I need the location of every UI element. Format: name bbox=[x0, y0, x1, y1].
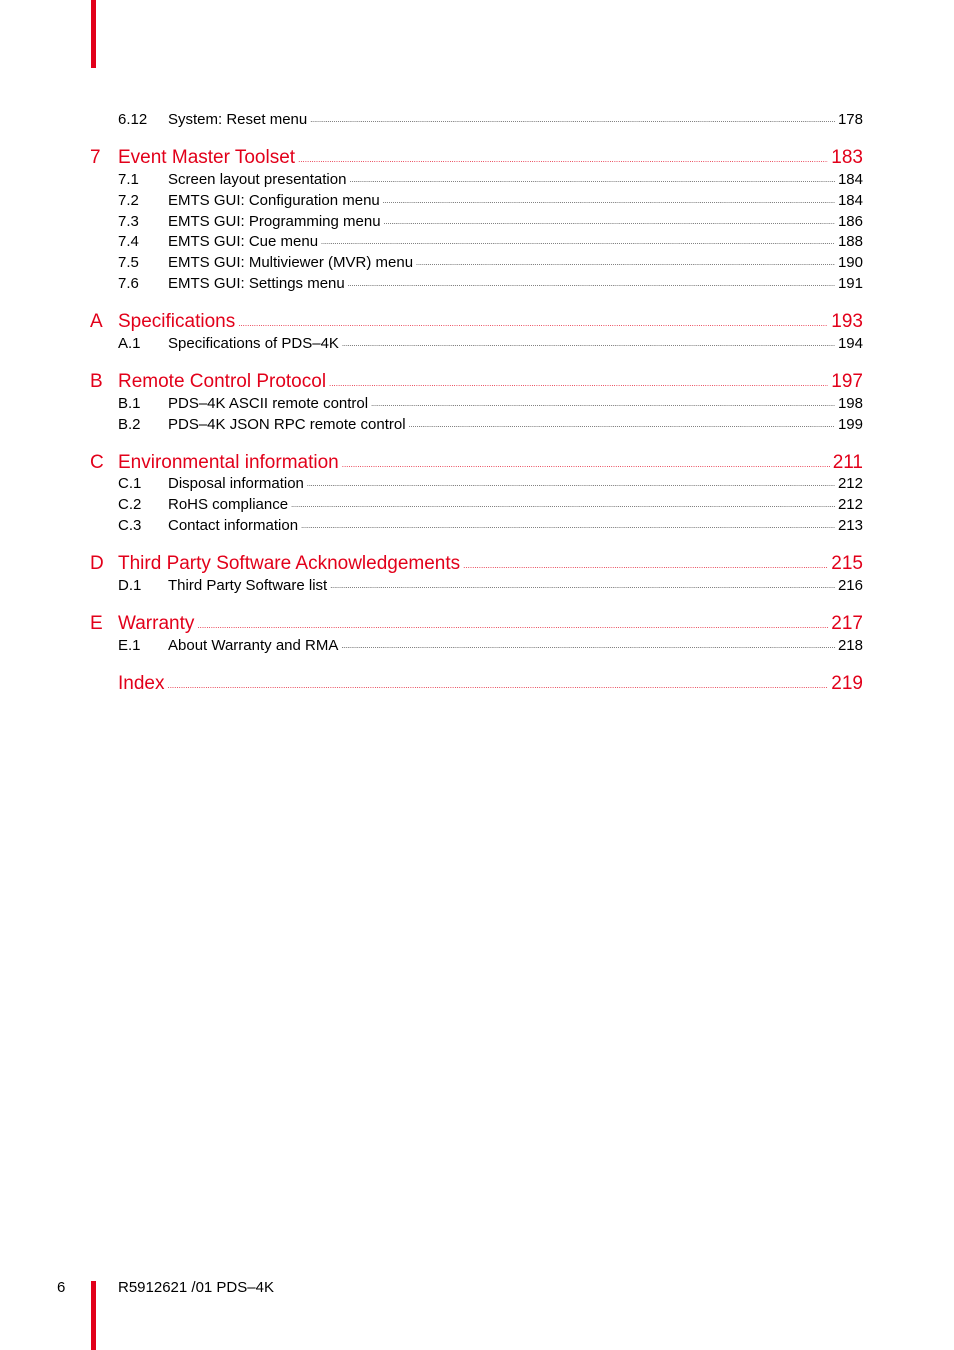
toc-entry-b-1[interactable] bbox=[0, 395, 954, 415]
toc-chapter-number: A bbox=[90, 311, 103, 332]
toc-chapter-title: Event Master Toolset bbox=[118, 147, 296, 168]
toc-entry-title: EMTS GUI: Configuration menu bbox=[168, 192, 380, 209]
dot-leader bbox=[341, 643, 835, 650]
toc-chapter-page: 219 bbox=[831, 673, 863, 694]
toc-entry-page: 199 bbox=[837, 416, 863, 433]
toc-chapter-number: B bbox=[90, 371, 103, 392]
toc-entry-number: C.2 bbox=[118, 496, 142, 513]
toc-entry-c-1[interactable] bbox=[0, 475, 954, 495]
toc-entry-page: 188 bbox=[837, 233, 863, 250]
toc-entry-number: E.1 bbox=[118, 637, 141, 654]
dot-leader bbox=[321, 239, 835, 246]
toc-entry-title: PDS–4K ASCII remote control bbox=[168, 395, 369, 412]
toc-entry-title: PDS–4K JSON RPC remote control bbox=[168, 416, 406, 433]
dot-leader bbox=[167, 682, 828, 690]
toc-chapter-page: 197 bbox=[831, 371, 863, 392]
dot-leader bbox=[371, 401, 835, 408]
toc-entry-page: 216 bbox=[837, 577, 863, 594]
toc-entry-6-12[interactable] bbox=[0, 111, 954, 131]
toc-entry-page: 186 bbox=[837, 213, 863, 230]
toc-entry-page: 198 bbox=[837, 395, 863, 412]
toc-entry-title: About Warranty and RMA bbox=[168, 637, 339, 654]
toc-entry-d-1[interactable] bbox=[0, 577, 954, 597]
toc-entry-7-6[interactable] bbox=[0, 275, 954, 295]
dot-leader bbox=[348, 281, 835, 288]
toc-entry-title: Third Party Software list bbox=[168, 577, 328, 594]
toc-entry-number: B.1 bbox=[118, 395, 141, 412]
toc-entry-7-5[interactable] bbox=[0, 254, 954, 274]
toc-entry-page: 213 bbox=[837, 517, 863, 534]
toc-entry-number: 7.2 bbox=[118, 192, 139, 209]
toc-chapter-page: 183 bbox=[831, 147, 863, 168]
toc-entry-c-2[interactable] bbox=[0, 496, 954, 516]
toc-chapter-7[interactable] bbox=[0, 147, 954, 171]
toc-entry-number: 6.12 bbox=[118, 111, 148, 128]
dot-leader bbox=[329, 380, 828, 388]
toc-chapter-title: Third Party Software Acknowledgements bbox=[118, 553, 461, 574]
toc-entry-number: 7.4 bbox=[118, 233, 139, 250]
dot-leader bbox=[383, 198, 835, 205]
toc-entry-c-3[interactable] bbox=[0, 517, 954, 537]
toc-entry-page: 194 bbox=[837, 335, 863, 352]
dot-leader bbox=[310, 117, 835, 124]
toc-entry-title: EMTS GUI: Multiviewer (MVR) menu bbox=[168, 254, 414, 271]
dot-leader bbox=[298, 156, 828, 164]
toc-entry-number: C.1 bbox=[118, 475, 142, 492]
toc-entry-page: 184 bbox=[837, 192, 863, 209]
toc-entry-number: C.3 bbox=[118, 517, 142, 534]
toc-chapter-d[interactable] bbox=[0, 553, 954, 577]
toc-entry-title: RoHS compliance bbox=[168, 496, 289, 513]
toc-entry-number: 7.5 bbox=[118, 254, 139, 271]
dot-leader bbox=[409, 422, 835, 429]
toc-entry-7-4[interactable] bbox=[0, 233, 954, 253]
toc-entry-title: EMTS GUI: Cue menu bbox=[168, 233, 319, 250]
dot-leader bbox=[349, 177, 835, 184]
toc-chapter-title: Index bbox=[118, 673, 165, 694]
toc-chapter-page: 211 bbox=[832, 452, 863, 473]
toc-entry-page: 212 bbox=[837, 475, 863, 492]
toc-entry-number: 7.6 bbox=[118, 275, 139, 292]
toc-entry-title: Disposal information bbox=[168, 475, 304, 492]
toc-chapter-c[interactable] bbox=[0, 452, 954, 476]
toc-entry-number: 7.1 bbox=[118, 171, 139, 188]
toc-chapter-page: 217 bbox=[831, 613, 863, 634]
toc-entry-page: 184 bbox=[837, 171, 863, 188]
toc-chapter-number: E bbox=[90, 613, 103, 634]
toc-chapter-page: 193 bbox=[831, 311, 863, 332]
toc-entry-page: 212 bbox=[837, 496, 863, 513]
toc-entry-number: A.1 bbox=[118, 335, 141, 352]
dot-leader bbox=[342, 341, 835, 348]
dot-leader bbox=[330, 583, 835, 590]
toc-chapter-number: C bbox=[90, 452, 104, 473]
toc-chapter-title: Remote Control Protocol bbox=[118, 371, 327, 392]
toc-chapter-title: Warranty bbox=[118, 613, 195, 634]
toc-entry-title: Screen layout presentation bbox=[168, 171, 347, 188]
toc-entry-title: System: Reset menu bbox=[168, 111, 308, 128]
top-red-bar bbox=[91, 0, 96, 68]
toc-entry-7-3[interactable] bbox=[0, 213, 954, 233]
toc-entry-page: 218 bbox=[837, 637, 863, 654]
dot-leader bbox=[416, 260, 835, 267]
toc-chapter-number: D bbox=[90, 553, 104, 574]
dot-leader bbox=[197, 622, 828, 630]
toc-chapter-index[interactable] bbox=[0, 673, 954, 697]
toc-chapter-a[interactable] bbox=[0, 311, 954, 335]
toc-entry-number: 7.3 bbox=[118, 213, 139, 230]
toc-entry-title: EMTS GUI: Settings menu bbox=[168, 275, 345, 292]
bottom-red-bar bbox=[91, 1281, 96, 1350]
toc-entry-page: 191 bbox=[837, 275, 863, 292]
toc-chapter-title: Environmental information bbox=[118, 452, 339, 473]
dot-leader bbox=[301, 523, 835, 530]
toc-chapter-page: 215 bbox=[831, 553, 863, 574]
toc-entry-title: Contact information bbox=[168, 517, 299, 534]
toc-entry-e-1[interactable] bbox=[0, 637, 954, 657]
toc-entry-number: D.1 bbox=[118, 577, 142, 594]
toc-chapter-e[interactable] bbox=[0, 613, 954, 637]
document-id: R5912621 /01 PDS–4K bbox=[118, 1279, 274, 1296]
toc-entry-title: Specifications of PDS–4K bbox=[168, 335, 339, 352]
toc-chapter-b[interactable] bbox=[0, 371, 954, 395]
dot-leader bbox=[463, 562, 828, 570]
dot-leader bbox=[291, 502, 835, 509]
dot-leader bbox=[342, 461, 830, 469]
dot-leader bbox=[238, 320, 828, 328]
dot-leader bbox=[384, 219, 835, 226]
toc-entry-page: 178 bbox=[837, 111, 863, 128]
toc-entry-a-1[interactable] bbox=[0, 335, 954, 355]
toc-entry-b-2[interactable] bbox=[0, 416, 954, 436]
toc-chapter-title: Specifications bbox=[118, 311, 236, 332]
toc-entry-title: EMTS GUI: Programming menu bbox=[168, 213, 381, 230]
toc-entry-7-2[interactable] bbox=[0, 192, 954, 212]
toc-entry-number: B.2 bbox=[118, 416, 141, 433]
toc-entry-7-1[interactable] bbox=[0, 171, 954, 191]
dot-leader bbox=[307, 481, 835, 488]
toc-chapter-number: 7 bbox=[90, 147, 101, 168]
toc-entry-page: 190 bbox=[837, 254, 863, 271]
page-number: 6 bbox=[57, 1279, 66, 1296]
